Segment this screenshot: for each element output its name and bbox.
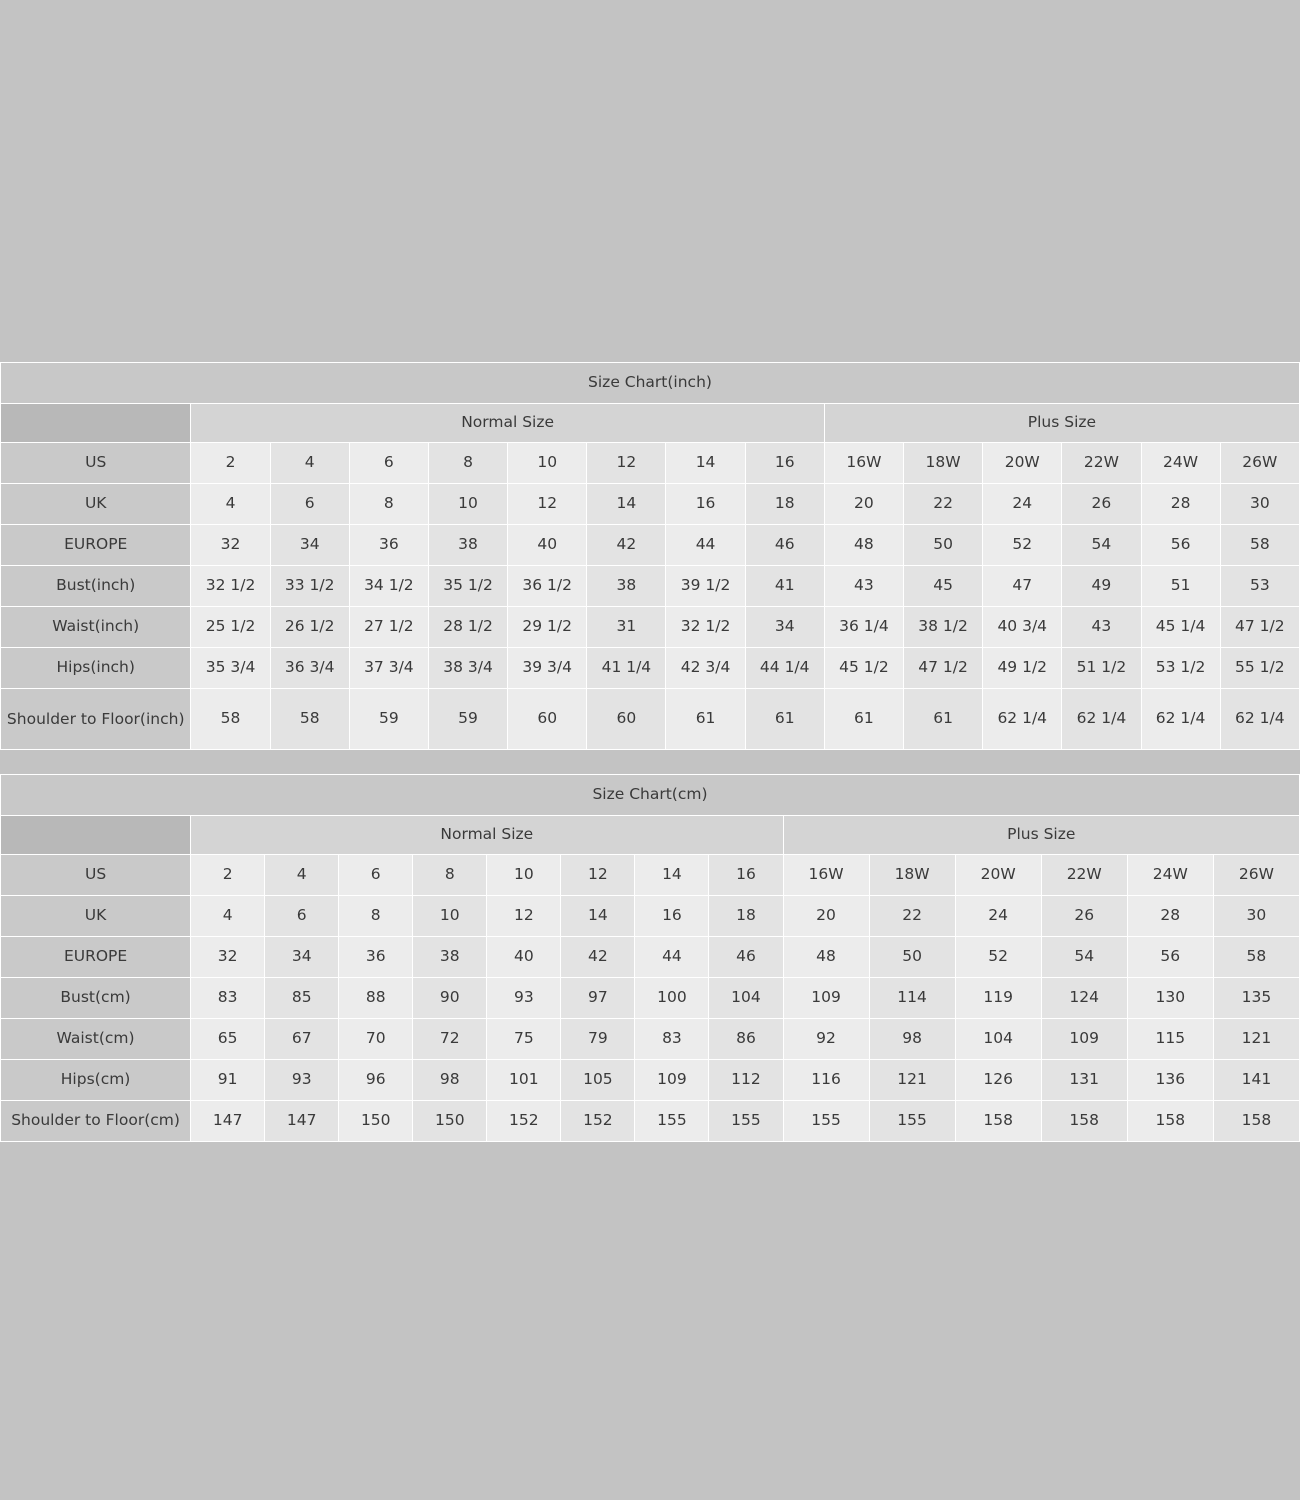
table-row [1,1060,1300,1101]
cell: 93 [265,1060,339,1101]
cell: 114 [869,978,955,1019]
table-row [1,566,1300,607]
row-header: Shoulder to Floor(cm) [1,1101,191,1142]
cell: 28 1/2 [428,607,507,648]
cell: 30 [1220,484,1299,525]
cell: 12 [587,443,666,484]
cell: 38 [428,525,507,566]
cell: 49 1/2 [983,648,1062,689]
cell: 8 [413,855,487,896]
cell: 47 [983,566,1062,607]
cell: 45 1/2 [824,648,903,689]
cell: 155 [783,1101,869,1142]
cell: 14 [666,443,745,484]
cell: 121 [1213,1019,1299,1060]
cell: 98 [413,1060,487,1101]
cell: 10 [428,484,507,525]
cell: 22 [903,484,982,525]
cell: 152 [487,1101,561,1142]
cell: 135 [1213,978,1299,1019]
cell: 44 [635,937,709,978]
cell: 104 [955,1019,1041,1060]
cell: 32 1/2 [666,607,745,648]
cell: 36 [349,525,428,566]
cell: 39 1/2 [666,566,745,607]
cell: 47 1/2 [1220,607,1299,648]
cell: 36 3/4 [270,648,349,689]
cell: 26W [1220,443,1299,484]
cell: 59 [349,689,428,750]
cell: 58 [191,689,270,750]
cell: 6 [270,484,349,525]
cell: 96 [339,1060,413,1101]
cell: 124 [1041,978,1127,1019]
table-title-row [1,775,1300,816]
cell: 22W [1062,443,1141,484]
cell: 152 [561,1101,635,1142]
cell: 83 [191,978,265,1019]
cell: 38 1/2 [903,607,982,648]
table-group-row [1,404,1300,443]
cell: 41 [745,566,824,607]
cell: 24W [1141,443,1220,484]
cell: 50 [869,937,955,978]
cell: 20W [955,855,1041,896]
cell: 54 [1041,937,1127,978]
cell: 40 [508,525,587,566]
cell: 83 [635,1019,709,1060]
cell: 50 [903,525,982,566]
cell: 46 [709,937,783,978]
cell: 14 [635,855,709,896]
cell: 150 [413,1101,487,1142]
cell: 60 [508,689,587,750]
cell: 34 [745,607,824,648]
cell: 16W [783,855,869,896]
cell: 61 [903,689,982,750]
cell: 16W [824,443,903,484]
cell: 126 [955,1060,1041,1101]
cell: 38 3/4 [428,648,507,689]
size-chart-inch-block [0,362,1300,750]
cell: 109 [635,1060,709,1101]
cell: 48 [824,525,903,566]
cell: 8 [339,896,413,937]
cell: 16 [709,855,783,896]
table-group-row [1,816,1300,855]
cell: 18 [745,484,824,525]
cell: 130 [1127,978,1213,1019]
cell: 22W [1041,855,1127,896]
size-chart-cm-block [0,774,1300,1142]
cell: 62 1/4 [983,689,1062,750]
row-header: EUROPE [1,937,191,978]
cell: 155 [869,1101,955,1142]
cell: 65 [191,1019,265,1060]
cell: 14 [561,896,635,937]
size-chart-cm-table [0,774,1300,1142]
cell: 4 [191,896,265,937]
cell: 24W [1127,855,1213,896]
group-header-normal: Normal Size [191,816,783,855]
table-row [1,1019,1300,1060]
cell: 34 [270,525,349,566]
cell: 62 1/4 [1141,689,1220,750]
cell: 34 1/2 [349,566,428,607]
cell: 45 [903,566,982,607]
cell: 47 1/2 [903,648,982,689]
size-chart-inch-table [0,362,1300,750]
cell: 12 [561,855,635,896]
cell: 2 [191,855,265,896]
cell: 147 [265,1101,339,1142]
chart-title: Size Chart(cm) [1,775,1300,816]
table-row [1,896,1300,937]
cell: 26W [1213,855,1299,896]
cell: 40 3/4 [983,607,1062,648]
cell: 42 [561,937,635,978]
cell: 70 [339,1019,413,1060]
cell: 38 [587,566,666,607]
cell: 44 1/4 [745,648,824,689]
cell: 60 [587,689,666,750]
cell: 109 [1041,1019,1127,1060]
table-title-row [1,363,1300,404]
cell: 45 1/4 [1141,607,1220,648]
cell: 150 [339,1101,413,1142]
table-row [1,525,1300,566]
row-header: US [1,855,191,896]
cell: 86 [709,1019,783,1060]
cell: 28 [1127,896,1213,937]
row-header: US [1,443,191,484]
cell: 10 [487,855,561,896]
table-row [1,607,1300,648]
cell: 32 [191,525,270,566]
cell: 104 [709,978,783,1019]
cell: 158 [1127,1101,1213,1142]
cell: 93 [487,978,561,1019]
row-header: Bust(inch) [1,566,191,607]
table-row [1,443,1300,484]
cell: 6 [265,896,339,937]
cell: 6 [349,443,428,484]
group-header-normal: Normal Size [191,404,824,443]
cell: 12 [508,484,587,525]
cell: 90 [413,978,487,1019]
group-header-plus: Plus Size [783,816,1300,855]
cell: 92 [783,1019,869,1060]
cell: 18 [709,896,783,937]
cell: 98 [869,1019,955,1060]
cell: 20 [824,484,903,525]
corner-cell [1,404,191,443]
cell: 155 [709,1101,783,1142]
cell: 55 1/2 [1220,648,1299,689]
cell: 158 [1041,1101,1127,1142]
cell: 59 [428,689,507,750]
cell: 56 [1127,937,1213,978]
row-header: Bust(cm) [1,978,191,1019]
cell: 91 [191,1060,265,1101]
cell: 121 [869,1060,955,1101]
cell: 14 [587,484,666,525]
cell: 26 [1041,896,1127,937]
cell: 10 [413,896,487,937]
cell: 32 [191,937,265,978]
cell: 61 [745,689,824,750]
cell: 52 [955,937,1041,978]
cell: 36 1/2 [508,566,587,607]
cell: 41 1/4 [587,648,666,689]
cell: 38 [413,937,487,978]
cell: 75 [487,1019,561,1060]
row-header: UK [1,484,191,525]
cell: 58 [1213,937,1299,978]
cell: 16 [666,484,745,525]
chart-title: Size Chart(inch) [1,363,1300,404]
cell: 61 [666,689,745,750]
cell: 34 [265,937,339,978]
cell: 26 1/2 [270,607,349,648]
cell: 136 [1127,1060,1213,1101]
table-row [1,689,1300,750]
cell: 56 [1141,525,1220,566]
cell: 33 1/2 [270,566,349,607]
cell: 100 [635,978,709,1019]
cell: 32 1/2 [191,566,270,607]
cell: 4 [191,484,270,525]
cell: 61 [824,689,903,750]
cell: 36 1/4 [824,607,903,648]
cell: 46 [745,525,824,566]
cell: 97 [561,978,635,1019]
cell: 39 3/4 [508,648,587,689]
table-row [1,978,1300,1019]
cell: 101 [487,1060,561,1101]
cell: 26 [1062,484,1141,525]
cell: 109 [783,978,869,1019]
cell: 158 [955,1101,1041,1142]
cell: 40 [487,937,561,978]
cell: 116 [783,1060,869,1101]
cell: 155 [635,1101,709,1142]
row-header: Waist(inch) [1,607,191,648]
cell: 72 [413,1019,487,1060]
cell: 62 1/4 [1062,689,1141,750]
cell: 141 [1213,1060,1299,1101]
cell: 115 [1127,1019,1213,1060]
cell: 158 [1213,1101,1299,1142]
row-header: UK [1,896,191,937]
cell: 28 [1141,484,1220,525]
cell: 10 [508,443,587,484]
table-row [1,648,1300,689]
cell: 12 [487,896,561,937]
cell: 16 [745,443,824,484]
cell: 112 [709,1060,783,1101]
cell: 18W [903,443,982,484]
cell: 42 [587,525,666,566]
cell: 25 1/2 [191,607,270,648]
cell: 58 [1220,525,1299,566]
cell: 53 1/2 [1141,648,1220,689]
cell: 51 [1141,566,1220,607]
cell: 51 1/2 [1062,648,1141,689]
table-row [1,855,1300,896]
cell: 67 [265,1019,339,1060]
cell: 58 [270,689,349,750]
corner-cell [1,816,191,855]
cell: 147 [191,1101,265,1142]
cell: 4 [270,443,349,484]
row-header: EUROPE [1,525,191,566]
cell: 48 [783,937,869,978]
cell: 52 [983,525,1062,566]
cell: 8 [349,484,428,525]
cell: 6 [339,855,413,896]
cell: 79 [561,1019,635,1060]
cell: 54 [1062,525,1141,566]
cell: 20W [983,443,1062,484]
table-row [1,484,1300,525]
cell: 4 [265,855,339,896]
row-header: Shoulder to Floor(inch) [1,689,191,750]
cell: 18W [869,855,955,896]
cell: 2 [191,443,270,484]
cell: 31 [587,607,666,648]
row-header: Hips(cm) [1,1060,191,1101]
cell: 16 [635,896,709,937]
cell: 88 [339,978,413,1019]
cell: 44 [666,525,745,566]
cell: 30 [1213,896,1299,937]
cell: 20 [783,896,869,937]
group-header-plus: Plus Size [824,404,1299,443]
cell: 35 3/4 [191,648,270,689]
cell: 22 [869,896,955,937]
cell: 62 1/4 [1220,689,1299,750]
cell: 42 3/4 [666,648,745,689]
cell: 24 [983,484,1062,525]
table-row [1,1101,1300,1142]
cell: 131 [1041,1060,1127,1101]
cell: 119 [955,978,1041,1019]
cell: 36 [339,937,413,978]
cell: 37 3/4 [349,648,428,689]
cell: 27 1/2 [349,607,428,648]
cell: 35 1/2 [428,566,507,607]
cell: 49 [1062,566,1141,607]
cell: 43 [824,566,903,607]
table-row [1,937,1300,978]
cell: 53 [1220,566,1299,607]
row-header: Hips(inch) [1,648,191,689]
cell: 24 [955,896,1041,937]
row-header: Waist(cm) [1,1019,191,1060]
cell: 85 [265,978,339,1019]
cell: 8 [428,443,507,484]
cell: 29 1/2 [508,607,587,648]
cell: 43 [1062,607,1141,648]
cell: 105 [561,1060,635,1101]
